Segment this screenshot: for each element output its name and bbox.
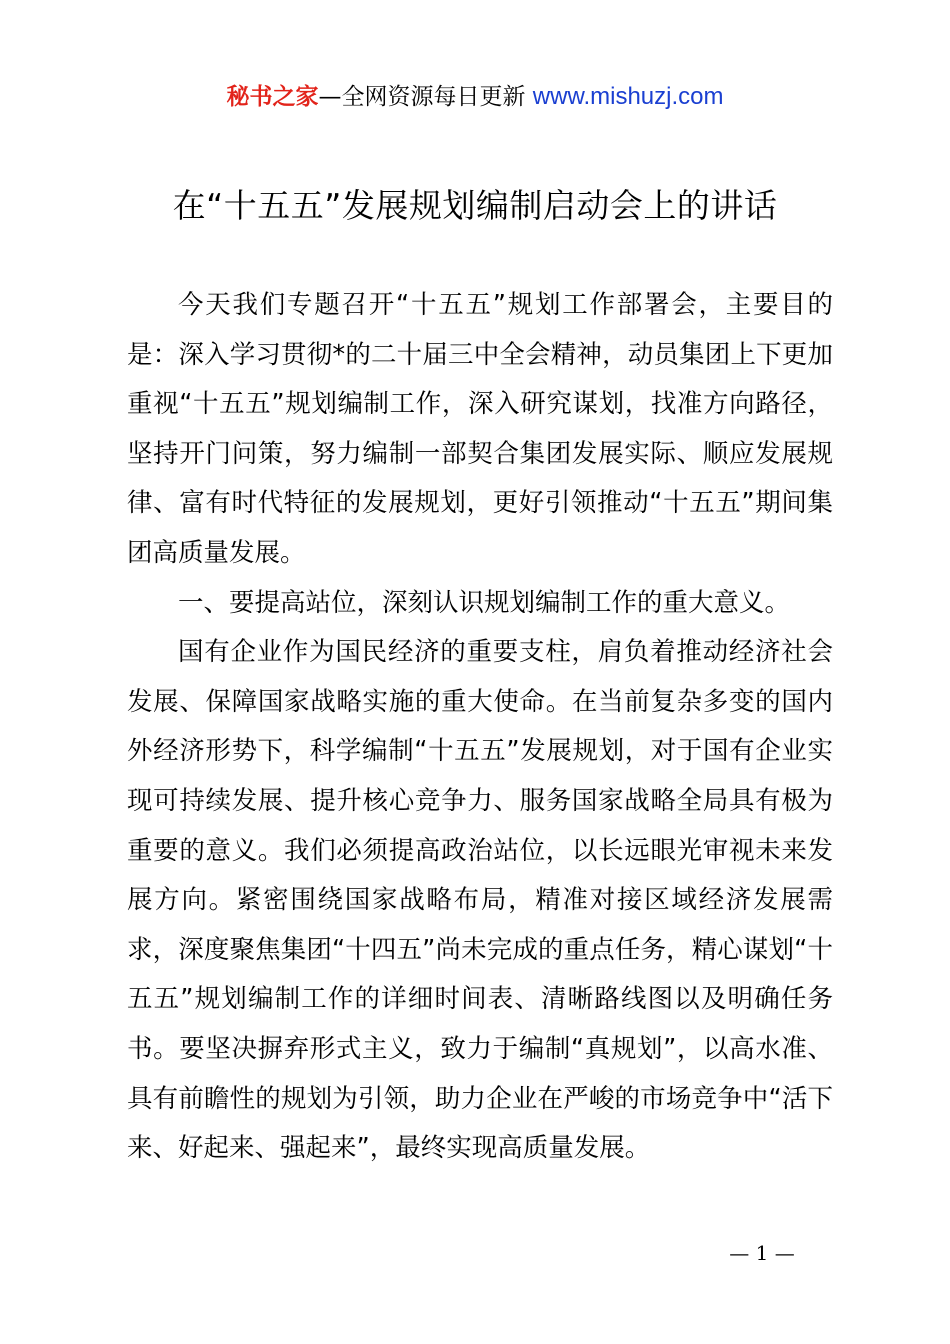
document-body: [127, 281, 833, 1174]
document-title: 在“十五五”发展规划编制启动会上的讲话: [172, 186, 778, 225]
site-header: [0, 80, 950, 114]
site-brand: 秘书之家: [226, 84, 319, 110]
paragraph-section-1: 国有企业作为国民经济的重要支柱，肩负着推动经济社会发展、保障国家战略实施的重大使命。在当前复杂多变的国内外经济形势下，科学编制“十五五”发展规划，对于国有企业实现可持续发展、提升核心竞争力、服务国家战略全局具有极为重要的意义。我们必须提高政治站位，以长远眼光审视未来发展方向。紧密围绕国家战略布局，精准对接区域经济发展需求，深度聚焦集团“十四五”尚未完成的重点任务，精心谋划“十五五”规划编制工作的详细时间表、清晰路线图以及明确任务书。要坚决摒弃形式主义，致力于编制“真规划”，以高水准、具有前瞻性的规划为引领，助力企业在严峻的市场竞争中“活下来、好起来、强起来”，最终实现高质量发展。: [127, 637, 833, 1164]
site-tagline: —全网资源每日更新: [318, 84, 526, 110]
section-heading-1: 一、要提高站位，深刻认识规划编制工作的重大意义。: [178, 587, 791, 618]
page-number: — 1 —: [729, 1241, 795, 1265]
site-url-link[interactable]: www.mishuzj.com: [532, 83, 724, 110]
paragraph-intro: 今天我们专题召开“十五五”规划工作部署会，主要目的是：深入学习贯彻*的二十届三中全会精神，动员集团上下更加重视“十五五”规划编制工作，深入研究谋划，找准方向路径，坚持开门问策，努力编制一部契合集团发展实际、顺应发展规律、富有时代特征的发展规划，更好引领推动“十五五”期间集团高质量发展。: [127, 290, 833, 568]
